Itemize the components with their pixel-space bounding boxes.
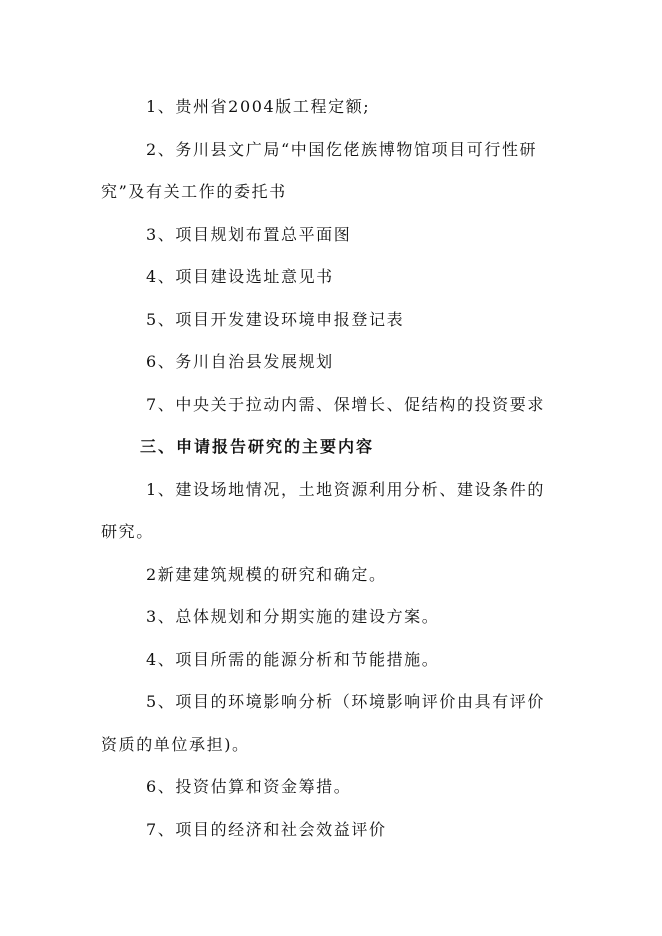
- content-item-5-continued: 资质的单位承担)。: [101, 735, 250, 754]
- content-item-3: 3、总体规划和分期实施的建设方案。: [146, 607, 440, 626]
- reference-item-5: 5、项目开发建设环境申报登记表: [146, 310, 405, 329]
- content-item-1: 1、建设场地情况，土地资源利用分析、建设条件的: [146, 480, 545, 499]
- reference-item-1: 1、贵州省2004版工程定额;: [146, 97, 371, 116]
- reference-item-4: 4、项目建设选址意见书: [146, 267, 334, 286]
- content-item-5: 5、项目的环境影响分析（环境影响评价由具有评价: [146, 692, 545, 711]
- content-item-6: 6、投资估算和资金筹措。: [146, 777, 352, 796]
- content-item-7: 7、项目的经济和社会效益评价: [146, 820, 387, 839]
- section-heading: 三、申请报告研究的主要内容: [140, 437, 375, 456]
- reference-item-6: 6、务川自治县发展规划: [146, 352, 334, 371]
- reference-item-7: 7、中央关于拉动内需、保增长、促结构的投资要求: [146, 395, 545, 414]
- content-item-4: 4、项目所需的能源分析和节能措施。: [146, 650, 440, 669]
- content-item-1-continued: 研究。: [101, 522, 154, 541]
- reference-item-3: 3、项目规划布置总平面图: [146, 225, 352, 244]
- reference-item-2-continued: 究”及有关工作的委托书: [101, 182, 287, 201]
- reference-item-2: 2、务川县文广局“中国仡佬族博物馆项目可行性研: [146, 140, 538, 159]
- content-item-2: 2新建建筑规模的研究和确定。: [146, 565, 387, 584]
